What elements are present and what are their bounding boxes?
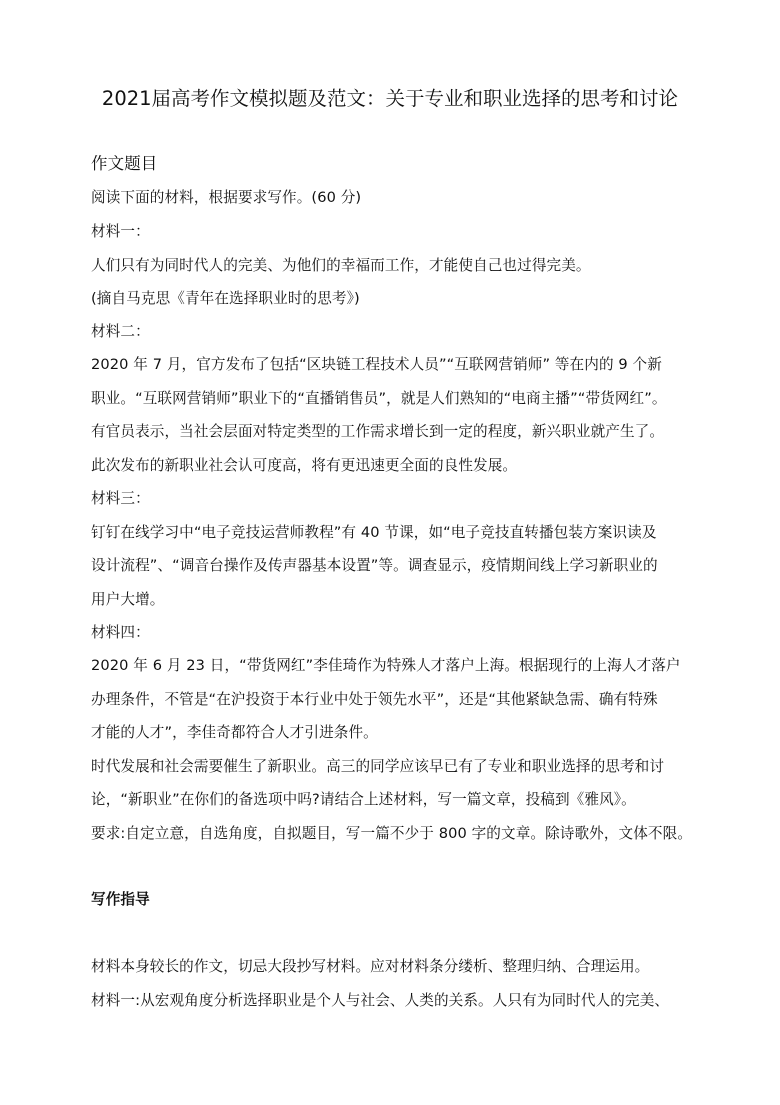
material-2-label: 材料二： [91, 323, 150, 340]
material-4-label: 材料四： [91, 624, 150, 641]
material-2-line: 职业。“互联网营销师”职业下的“直播销售员”，就是人们熟知的“电商主播”“带货网红”。 [91, 390, 667, 407]
material-2-line: 2020 年 7 月，官方发布了包括“区块链工程技术人员”“互联网营销师” 等在内的 9 个新 [91, 356, 662, 373]
material-1-source: (摘自马克思《青年在选择职业时的思考》) [91, 290, 360, 307]
material-3-line: 设计流程”、“调音台操作及传声器基本设置”等。调查显示，疫情期间线上学习新职业的 [91, 557, 658, 574]
guide-line: 材料一:从宏观角度分析选择职业是个人与社会、人类的关系。人只有为同时代人的完美、 [91, 992, 670, 1009]
instruction-text: 阅读下面的材料，根据要求写作。(60 分) [91, 189, 362, 206]
material-3-line: 钉钉在线学习中“电子竞技运营师教程”有 40 节课，如“电子竞技直转播包装方案识读及 [91, 524, 657, 541]
material-3-line: 用户大增。 [91, 591, 165, 608]
material-2-line: 此次发布的新职业社会认可度高，将有更迅速更全面的良性发展。 [91, 457, 518, 474]
prompt-line: 论，“新职业”在你们的备选项中吗?请结合上述材料，写一篇文章，投稿到《雅风》。 [91, 791, 636, 808]
requirement-text: 要求:自定立意，自选角度，自拟题目，写一篇不少于 800 字的文章。除诗歌外，文体不限。 [91, 825, 693, 842]
material-2-line: 有官员表示，当社会层面对特定类型的工作需求增长到一定的程度，新兴职业就产生了。 [91, 423, 665, 440]
guide-heading: 写作指导 [91, 891, 150, 908]
material-4-line: 才能的人才”，李佳奇都符合人才引进条件。 [91, 724, 378, 741]
prompt-line: 时代发展和社会需要催生了新职业。高三的同学应该早已有了专业和职业选择的思考和讨 [91, 758, 665, 775]
material-3-label: 材料三： [91, 490, 150, 507]
material-4-line: 办理条件，不管是“在沪投资于本行业中处于领先水平”，还是“其他紧缺急需、确有特殊 [91, 691, 658, 708]
section-heading: 作文题目 [91, 154, 158, 173]
document-title: 2021届高考作文模拟题及范文：关于专业和职业选择的思考和讨论 [101, 87, 679, 110]
material-4-line: 2020 年 6 月 23 日，“带货网红”李佳琦作为特殊人才落户上海。根据现行的上海人才落户 [91, 657, 681, 674]
guide-line: 材料本身较长的作文，切忌大段抄写材料。应对材料条分缕析、整理归纳、合理运用。 [91, 958, 650, 975]
material-1-text: 人们只有为同时代人的完美、为他们的幸福而工作，才能使自己也过得完美。 [91, 257, 591, 274]
material-1-label: 材料一： [91, 223, 150, 240]
